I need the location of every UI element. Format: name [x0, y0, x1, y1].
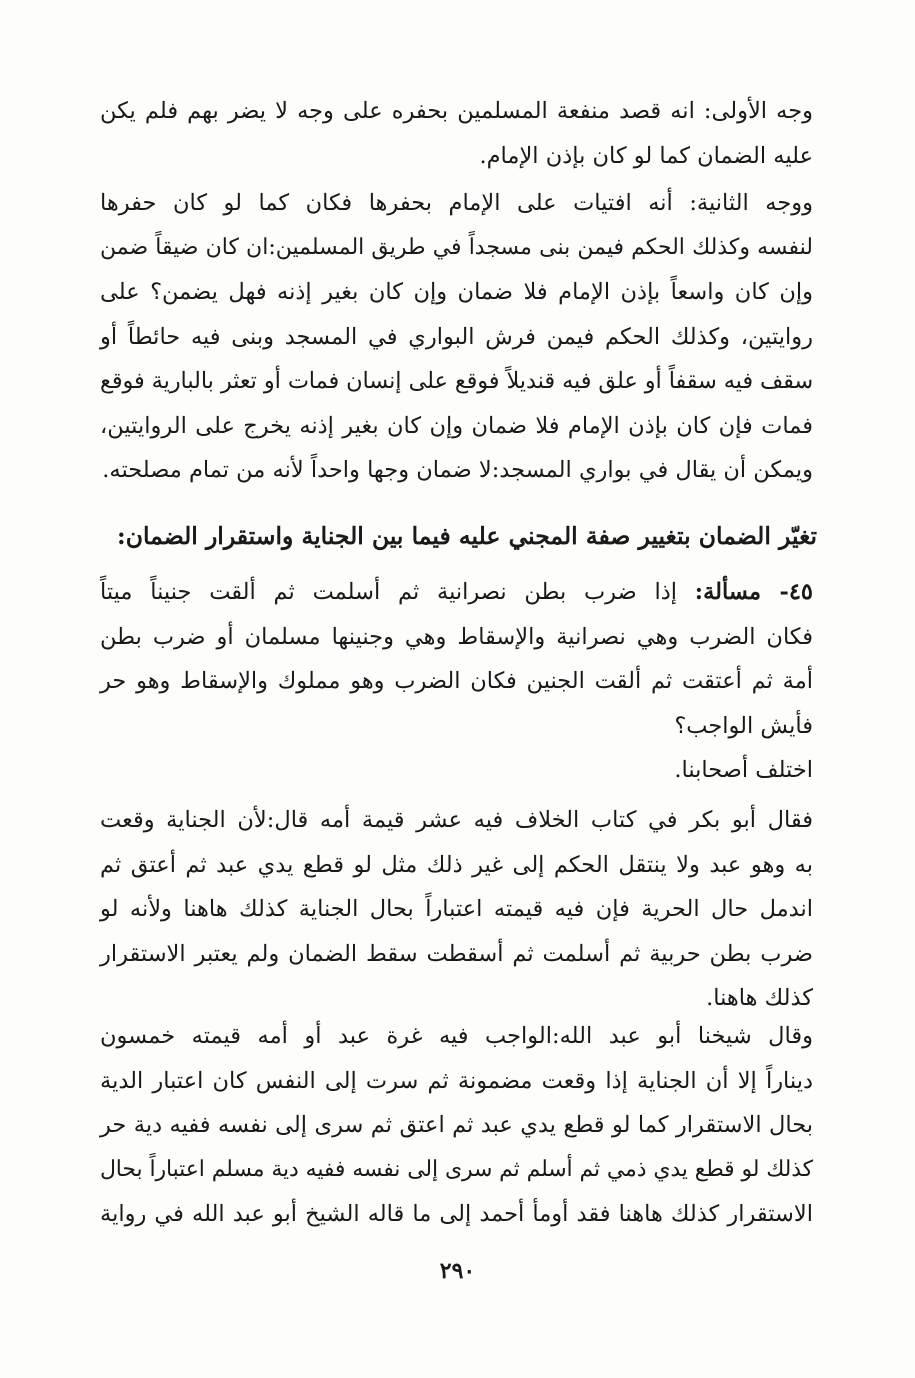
- text-line: اختلف أصحابنا.: [674, 757, 813, 783]
- question-text: إذا ضرب بطن نصرانية ثم أسلمت ثم ألقت جنيناً ميتاً: [100, 579, 695, 605]
- short-statement: [100, 748, 813, 793]
- text-line: أمة ثم أعتقت ثم ألقت الجنين فكان الضرب وهو مملوك والإسقاط وهو حر: [100, 668, 813, 694]
- text-line: عليه الضمان كما لو كان بإذن الإمام.: [479, 142, 813, 169]
- page-number: ٢٩٠: [439, 1258, 476, 1284]
- text-line: لنفسه وكذلك الحكم فيمن بنى مسجداً في طريق المسلمين:ان كان ضيقاً ضمن: [100, 234, 813, 260]
- section-heading: تغيّر الضمان بتغيير صفة المجني عليه فيما بين الجناية واستقرار الضمان:: [117, 522, 817, 550]
- text-line: ووجه الثانية: أنه افتيات على الإمام بحفرها فكان كما لو كان حفرها: [100, 190, 813, 216]
- question-45: [100, 570, 813, 748]
- text-line: به وهو عبد ولا ينتقل الحكم إلى غير ذلك مثل لو قطع يدي عبد ثم أعتق ثم: [100, 851, 813, 878]
- text-line: فأيش الواجب؟: [674, 712, 813, 739]
- text-line: وجه الأولى: انه قصد منفعة المسلمين بحفره على وجه لا يضر بهم فلم يكن: [100, 98, 813, 124]
- paragraph-4: [100, 1014, 813, 1237]
- text-line: روايتين، وكذلك الحكم فيمن فرش البواري في المسجد وبنى فيه حائطاً أو: [100, 323, 813, 350]
- paragraph-3: [100, 798, 813, 1021]
- text-line: الاستقرار كذلك هاهنا فقد أومأ أحمد إلى ما قاله الشيخ أبو عبد الله في رواية: [100, 1201, 813, 1227]
- text-line: بحال الاستقرار كما لو قطع يدي عبد ثم اعتق ثم سرى إلى نفسه ففيه دية حر: [100, 1112, 813, 1138]
- text-line: فمات فإن كان بإذن الإمام فلا ضمان وإن كان بغير إذنه يخرج على الروايتين،: [100, 412, 813, 439]
- text-line: ديناراً إلا أن الجناية إذا وقعت مضمونة ثم سرت إلى النفس كان اعتبار الدية: [100, 1067, 813, 1094]
- paragraph-1: [100, 89, 813, 178]
- text-line: فقال أبو بكر في كتاب الخلاف فيه عشر قيمة أمه قال:لأن الجناية وقعت: [100, 807, 813, 833]
- text-line: اندمل حال الحرية فإن فيه قيمته اعتباراً بحال الجناية كذلك هاهنا ولأنه لو: [100, 896, 813, 922]
- text-line: سقف فيه سقفاً أو علق فيه قنديلاً فوقع على إنسان فمات أو تعثر بالبارية فوقع: [100, 368, 813, 394]
- text-line: ضرب بطن حربية ثم أسلمت ثم أسقطت سقط الضمان ولم يعتبر الاستقرار: [100, 940, 813, 967]
- text-line: كذلك هاهنا.: [706, 985, 813, 1011]
- text-line: كذلك لو قطع يدي ذمي ثم أسلم ثم سرى إلى نفسه ففيه دية مسلم اعتباراً بحال: [100, 1156, 813, 1182]
- question-number: ٤٥- مسألة:: [694, 579, 813, 605]
- text-line: وقال شيخنا أبو عبد الله:الواجب فيه غرة عبد أو أمه قيمته خمسون: [100, 1023, 813, 1049]
- paragraph-2: [100, 181, 813, 493]
- text-line: فكان الضرب وهي نصرانية والإسقاط وهي وجنينها مسلمان أو ضرب بطن: [100, 623, 813, 650]
- question-first-line: [100, 570, 813, 615]
- text-line: ويمكن أن يقال في بواري المسجد:لا ضمان وجها واحداً لأنه من تمام مصلحته.: [102, 457, 813, 483]
- text-line: وإن كان واسعاً بإذن الإمام فلا ضمان وإن كان بغير إذنه فهل يضمن؟ على: [100, 279, 813, 305]
